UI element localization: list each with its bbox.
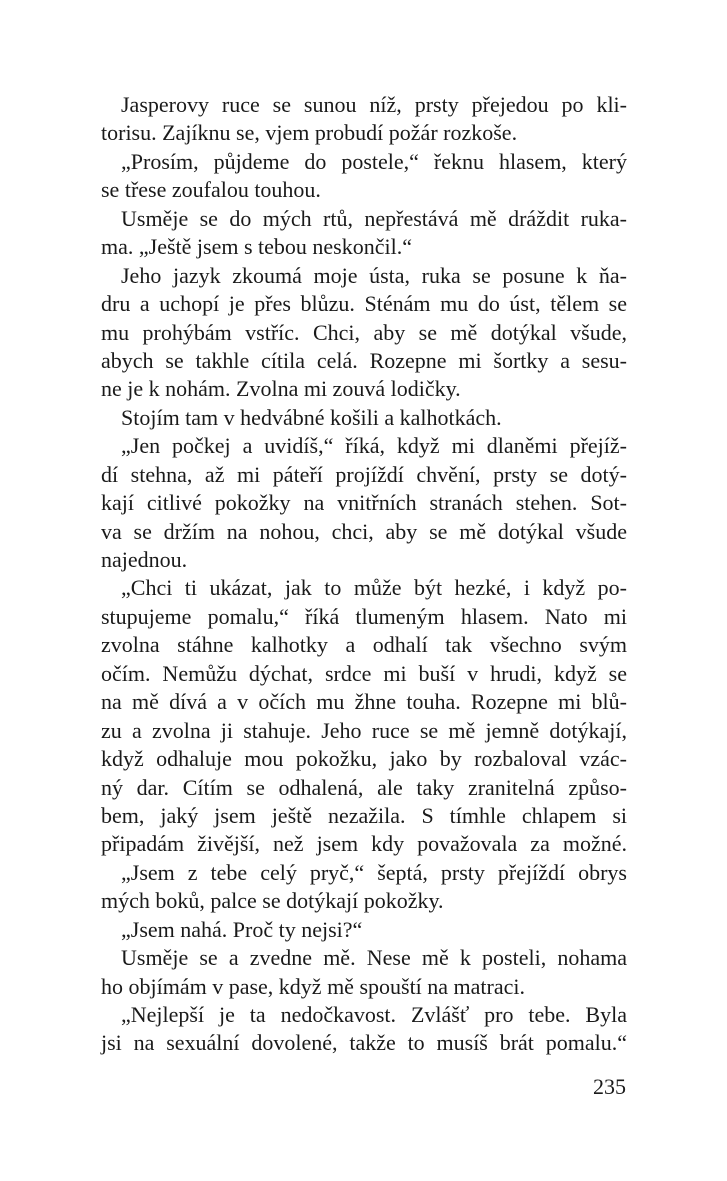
- text-line: ný dar. Cítím se odhalená, ale taky zranitelná způso-: [101, 774, 627, 800]
- text-line: mých boků, palce se dotýkají pokožky.: [101, 888, 444, 914]
- text-line: dí stehna, až mi páteří projíždí chvění, prsty se dotý-: [101, 461, 627, 487]
- text-line: dru a uchopí je přes blůzu. Sténám mu do úst, tělem se: [101, 291, 627, 317]
- text-line: stupujeme pomalu,“ říká tlumeným hlasem. Nato mi: [101, 603, 627, 629]
- text-line: „Chci ti ukázat, jak to může být hezké, i když po-: [121, 575, 627, 601]
- text-line: když odhaluje mou pokožku, jako by rozbaloval vzác-: [101, 746, 627, 772]
- text-line: torisu. Zajíknu se, vjem probudí požár rozkoše.: [101, 120, 518, 146]
- text-line: připadám živější, než jsem kdy považovala za možné.: [101, 831, 627, 857]
- text-line: va se držím na nohou, chci, aby se mě dotýkal všude: [101, 518, 627, 544]
- text-line: zvolna stáhne kalhotky a odhalí tak všechno svým: [101, 632, 627, 658]
- text-line: „Nejlepší je ta nedočkavost. Zvlášť pro tebe. Byla: [121, 1002, 627, 1027]
- text-line: se třese zoufalou touhou.: [101, 177, 321, 203]
- text-line: Jasperovy ruce se sunou níž, prsty přejedou po kli-: [121, 92, 627, 117]
- text-line: Usměje se do mých rtů, nepřestává mě dráždit ruka-: [121, 205, 627, 231]
- text-line: Usměje se a zvedne mě. Nese mě k posteli, nohama: [121, 945, 627, 971]
- text-line: ma. „Ještě jsem s tebou neskončil.“: [101, 234, 412, 260]
- text-line: „Jen počkej a uvidíš,“ říká, když mi dlaněmi přejíž-: [121, 433, 627, 459]
- text-line: Stojím tam v hedvábné košili a kalhotkách.: [121, 404, 502, 430]
- text-line: očím. Nemůžu dýchat, srdce mi buší v hrudi, když se: [101, 660, 627, 686]
- text-line: bem, jaký jsem ještě nezažila. S tímhle chlapem si: [101, 802, 627, 828]
- page-number: 235: [593, 1074, 626, 1099]
- text-line: jsi na sexuální dovolené, takže to musíš brát pomalu.“: [101, 1030, 627, 1056]
- text-line: „Jsem nahá. Proč ty nejsi?“: [121, 916, 363, 942]
- text-line: Jeho jazyk zkoumá moje ústa, ruka se posune k ňa-: [121, 262, 627, 288]
- text-line: na mě dívá a v očích mu žhne touha. Rozepne mi blů-: [101, 689, 627, 715]
- text-line: najednou.: [101, 547, 188, 572]
- text-line: ho objímám v pase, když mě spouští na matraci.: [101, 973, 526, 999]
- text-line: zu a zvolna ji stahuje. Jeho ruce se mě jemně dotýkají,: [101, 717, 627, 743]
- body-text: [101, 91, 627, 1058]
- text-line: „Jsem z tebe celý pryč,“ šeptá, prsty přejíždí obrys: [121, 859, 627, 885]
- text-line: kají citlivé pokožky na vnitřních stranách stehen. Sot-: [101, 490, 627, 516]
- text-line: „Prosím, půjdeme do postele,“ řeknu hlasem, který: [121, 148, 627, 174]
- text-line: ne je k nohám. Zvolna mi zouvá lodičky.: [101, 376, 461, 402]
- text-line: mu prohýbám vstříc. Chci, aby se mě dotýkal všude,: [101, 319, 627, 345]
- text-line: abych se takhle cítila celá. Rozepne mi šortky a sesu-: [101, 347, 627, 373]
